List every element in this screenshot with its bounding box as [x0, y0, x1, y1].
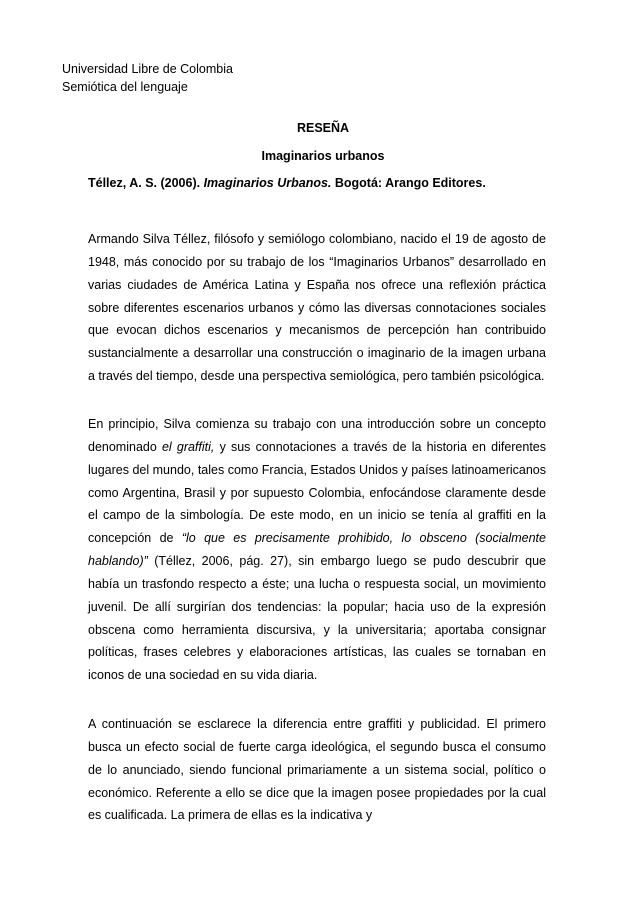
- citation-book-title: Imaginarios Urbanos.: [203, 176, 332, 190]
- paragraph-1: Armando Silva Téllez, filósofo y semiólogo colombiano, nacido el 19 de agosto de 1948, más conocido por su trabajo de los “Imaginarios Urbanos” desarrollado en varias ciudades de América Latina y España nos ofrece una reflexión práctica sobre diferentes escenarios urbanos y cómo las diversas connotaciones sociales que evocan dichos escenarios y mecanismos de percepción han contribuido sustancialmente a desarrollar una construcción o imaginario de la imagen urbana a través del tiempo, desde una perspectiva semiológica, pero también psicológica.: [88, 232, 546, 384]
- citation-publisher: Bogotá: Arango Editores.: [334, 176, 486, 190]
- review-topic: Imaginarios urbanos: [261, 149, 385, 163]
- document-header: [62, 60, 233, 96]
- paragraph-2-text-a: En principio, Silva comienza su trabajo con una introducción sobre un concepto denominado: [88, 417, 546, 454]
- course-name: Semiótica del lenguaje: [62, 80, 188, 94]
- paragraph-2-text-b: y sus connotaciones a través de la historia en diferentes lugares del mundo, tales como Francia, Estados Unidos y países latinoamericanos como Argentina, Brasil y por supuesto Colombia, enfocándose claramente desde el campo de la simbología. De este modo, en un inicio se tenía al graffiti en la concepción de: [88, 439, 547, 546]
- university-name: Universidad Libre de Colombia: [62, 62, 233, 76]
- paragraph-3: A continuación se esclarece la diferencia entre graffiti y publicidad. El primero busca un efecto social de fuerte carga ideológica, el segundo busca el consumo de lo anunciado, siendo funcional primariamente a un sistema social, político o económico. Referente a ello se dice que la imagen posee propiedades por la cual es cualificada. La primera de ellas es la indicativa y: [88, 717, 546, 823]
- paragraph-2-italic-graffiti: el graffiti,: [161, 439, 215, 454]
- paragraph-2: [88, 413, 546, 687]
- bibliographic-citation: [88, 176, 486, 190]
- paragraph-2-text-c: (Téllez, 2006, pág. 27), sin embargo luego se pudo descubrir que había un trasfondo respecto a éste; una lucha o respuesta social, un movimiento juvenil. De allí surgirían dos tendencias: la popular; hacia uso de la expresión obscena como herramienta discursiva, y la universitaria; aportaba consignar políticas, frases celebres y elaboraciones artísticas, las cuales se tornaban en iconos de una sociedad en su vida diaria.: [88, 554, 546, 683]
- paragraph-2-italic-quote: “lo que es precisamente prohibido, lo obsceno (socialmente hablando)”: [88, 531, 546, 569]
- review-heading: RESEÑA: [296, 121, 350, 135]
- citation-author-year: Téllez, A. S. (2006).: [88, 176, 201, 190]
